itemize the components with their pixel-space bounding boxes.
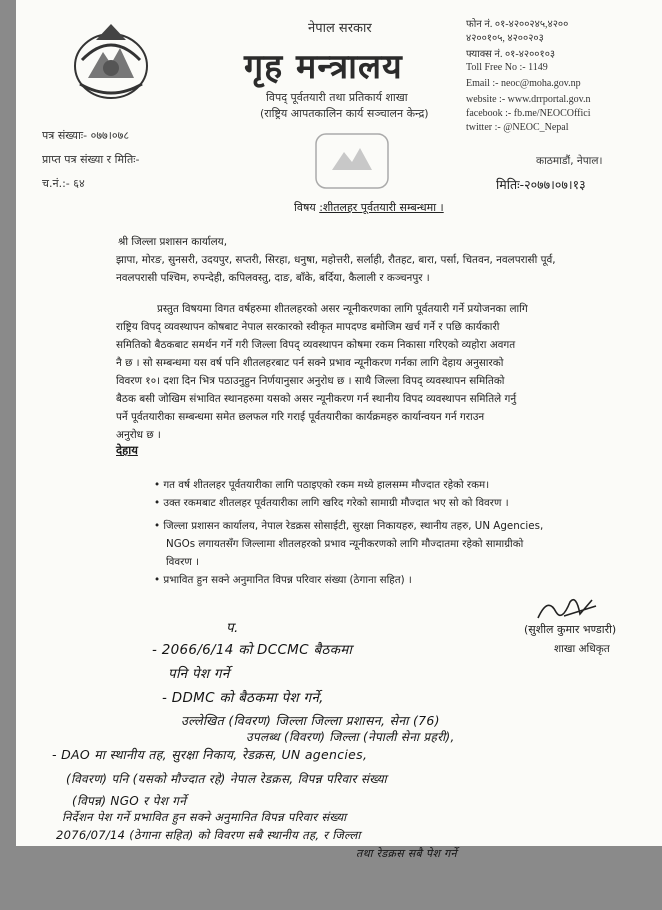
contact-facebook: facebook :- fb.me/NEOCOffici xyxy=(466,108,591,119)
dispatch-number: च.नं.:- ६४ xyxy=(42,177,85,190)
handwritten-note: तथा रेडक्रस सबै पेश गर्ने xyxy=(356,847,457,860)
received-letter-number: प्राप्त पत्र संख्या र मितिः- xyxy=(42,153,140,166)
address-line: नवलपरासी पश्चिम, रुपन्देही, कपिलवस्तु, दाङ, बाँके, बर्दिया, कैलाली र कञ्चनपुर । xyxy=(116,272,430,284)
list-item: • गत वर्ष शीतलहर पूर्वतयारीका लागि पठाइएको रकम मध्ये हालसम्म मौज्दात रहेको रकम। xyxy=(154,479,490,491)
letter-number: पत्र संख्याः- ०७७।०७८ xyxy=(42,129,130,142)
handwritten-note: निर्देशन पेश गर्ने प्रभावित हुन सक्ने अनुमानित विपन्न परिवार संख्या xyxy=(62,810,347,824)
contact-twitter: twitter :- @NEOC_Nepal xyxy=(466,122,569,133)
list-item: • प्रभावित हुन सक्ने अनुमानित विपन्न परिवार संख्या (ठेगाना सहित) । xyxy=(154,574,412,586)
body-line: बैठक बसी जोखिम संभावित स्थानहरुमा यसको असर न्यूनीकरण गर्न स्थानीय विपद व्यवस्थापन समितिले गर्नु xyxy=(116,393,517,405)
list-item-continuation: NGOs लगायतसँग जिल्लामा शीतलहरको प्रभाव न्यूनीकरणको लागि मौज्दातमा रहेको सामाग्रीको xyxy=(166,538,524,550)
handwritten-note: उल्लेखित (विवरण) जिल्ला जिल्ला प्रशासन, सेना (76) xyxy=(181,713,440,728)
center-name: (राष्ट्रिय आपतकालिन कार्य सञ्चालन केन्द्र) xyxy=(260,107,429,120)
subject-line xyxy=(294,200,444,215)
body-line: प्रस्तुत विषयमा विगत वर्षहरुमा शीतलहरको असर न्यूनीकरणका लागि पूर्वतयारी गर्ने प्रयोजनका लागि xyxy=(157,303,528,315)
list-item: • उक्त रकमबाट शीतलहर पूर्वतयारीका लागि खरिद गरेको सामाग्री मौज्दात भए सो को विवरण । xyxy=(154,497,509,509)
handwritten-note: - 2066/6/14 को DCCMC बैठकमा xyxy=(152,642,353,658)
handwritten-note: - DDMC को बैठकमा पेश गर्ने, xyxy=(162,690,324,706)
contact-website: website :- www.drrportal.gov.n xyxy=(466,94,591,105)
signature-mark xyxy=(534,592,604,624)
signatory-title: शाखा अधिकृत xyxy=(554,643,610,655)
body-line: राष्ट्रिय विपद् व्यवस्थापन कोषबाट नेपाल सरकारको स्वीकृत मापदण्ड बमोजिम खर्च गर्ने र पछि कार्यकारी xyxy=(116,321,500,333)
office-stamp xyxy=(312,130,392,192)
contact-phone-2: ४२००१०५, ४२००२०३ xyxy=(466,33,544,44)
nepal-emblem-logo xyxy=(68,20,154,102)
contact-phone: फोन नं. ०१-४२००२४५,४२०० xyxy=(466,19,569,30)
handwritten-note: (विपन्न) NGO र पेश गर्ने xyxy=(72,794,187,808)
handwritten-note: 2076/07/14 (ठेगाना सहित) को विवरण सबै स्थानीय तह, र जिल्ला xyxy=(56,828,361,842)
government-label: नेपाल सरकार xyxy=(308,21,372,36)
contact-tollfree: Toll Free No :- 1149 xyxy=(466,62,548,73)
body-line: विवरण १०। दशा दिन भित्र पठाउनुहुन निर्णयानुसार अनुरोध छ । साथै जिल्ला विपद् व्यवस्थापन समितिको xyxy=(116,375,505,387)
handwritten-note: उपलब्ध (विवरण) जिल्ला (नेपाली सेना प्रहरी), xyxy=(246,730,455,744)
list-item-continuation: विवरण । xyxy=(166,556,199,568)
handwritten-note: पनि पेश गर्ने xyxy=(168,666,230,682)
signatory-name: (सुशील कुमार भण्डारी) xyxy=(524,623,617,636)
handwritten-note: (विवरण) पनि (यसको मौज्दात रहे) नेपाल रेडक्रस, विपन्न परिवार संख्या xyxy=(66,772,387,786)
subject-text: :शीतलहर पूर्वतयारी सम्बन्धमा । xyxy=(319,201,444,214)
letter-page xyxy=(16,0,662,860)
body-line: नै छ । सो सम्बन्धमा यस वर्ष पनि शीतलहरबाट पर्न सक्ने प्रभाव न्यूनीकरण गर्नका लागि देहाय अनुसारको xyxy=(116,357,504,369)
contact-email: Email :- neoc@moha.gov.np xyxy=(466,78,581,89)
subject-label: विषय xyxy=(294,201,316,214)
address-line: झापा, मोरङ, सुनसरी, उदयपुर, सप्तरी, सिरहा, धनुषा, महोत्तरी, सर्लाही, रौतहट, बारा, पर्सा, चितवन, नवलपरासी पूर्व, xyxy=(116,254,556,266)
address-line: श्री जिल्ला प्रशासन कार्यालय, xyxy=(118,236,228,248)
body-line: पर्ने पूर्वतयारीका सम्बन्धमा समेत छलफल गरि गराई पूर्वतयारीका कार्यक्रमहरु कार्यान्वयन गर्न गराउन xyxy=(116,411,485,423)
ministry-title: गृह मन्त्रालय xyxy=(244,47,403,87)
division-name: विपद् पूर्वतयारी तथा प्रतिकार्य शाखा xyxy=(266,91,408,104)
letter-date: मितिः-२०७७।०७।१३ xyxy=(496,177,586,192)
contact-fax: फ्याक्स नं. ०१-४२००१०३ xyxy=(466,49,556,60)
body-line: समितिको बैठकबाट समर्थन गर्ने गरी जिल्ला विपद् व्यवस्थापन कोषमा रकम निकासा गरिएको व्यहोरा अवगत xyxy=(116,339,516,351)
annex-heading: देहाय xyxy=(116,443,138,457)
handwritten-note: प. xyxy=(226,620,239,636)
handwritten-note: - DAO मा स्थानीय तह, सुरक्षा निकाय, रेडक्रस, UN agencies, xyxy=(52,747,368,762)
body-line: अनुरोध छ । xyxy=(116,429,161,441)
place-name: काठमाडौं, नेपाल। xyxy=(536,155,603,167)
list-item: • जिल्ला प्रशासन कार्यालय, नेपाल रेडक्रस सोसाईटी, सुरक्षा निकायहरु, स्थानीय तहरु, UN Agencies, xyxy=(154,520,544,532)
